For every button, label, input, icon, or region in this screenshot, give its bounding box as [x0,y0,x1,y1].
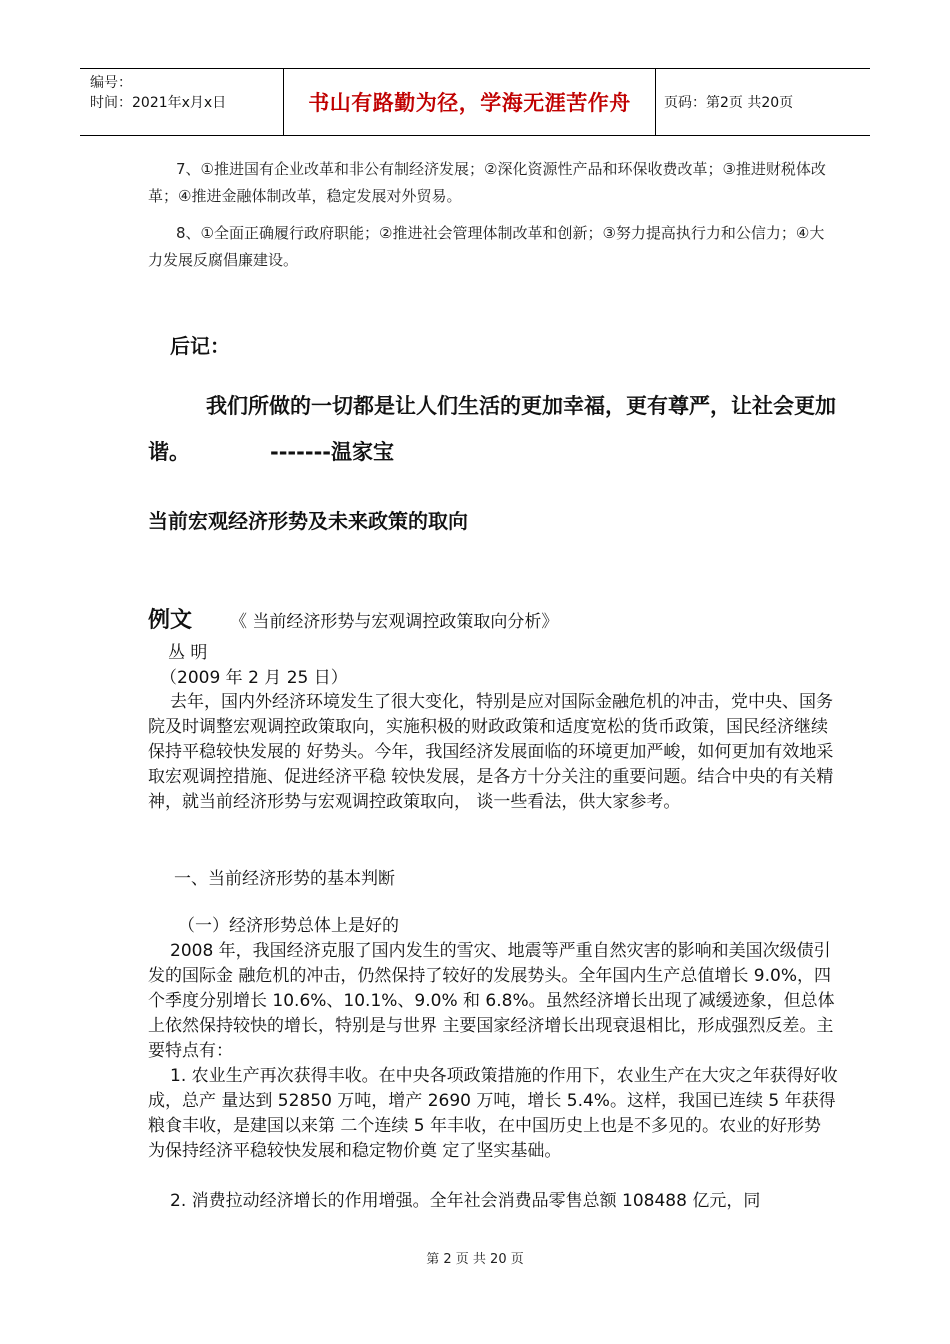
example-author: 丛 明 [168,643,208,663]
header-page-info: 页码：第2页 共20页 [664,95,794,111]
page-footer: 第 2 页 共 20 页 [426,1252,524,1267]
intro-paragraph: 去年，国内外经济环境发生了很大变化，特别是应对国际金融危机的冲击，党中央、国务院及时调整宏观调控政策取向，实施积极的财政政策和适度宽松的货币政策，国民经济继续保持平稳较快发展的 好势头。今年，我国经济发展面临的环境更加严峻，如何更加有效地采取宏观调控措施、促进经济平稳 较快发展，是各方十分关注的重要问题。结合中央的有关精神，就当前经济形势与宏观调控政策取向， 谈一些看法，供大家参考。 [148,692,834,812]
heading-1: 一、当前经济形势的基本判断 [174,869,395,889]
header-table [80,68,870,136]
item-8: 8、①全面正确履行政府职能；②推进社会管理体制改革和创新；③努力提高执行力和公信力；④大力发展反腐倡廉建设。 [148,224,825,269]
example-heading [148,603,838,634]
header-meta [80,69,284,135]
section-title: 当前宏观经济形势及未来政策的取向 [148,509,468,533]
example-label: 例文 [148,608,193,633]
quote-text: 我们所做的一切都是让人们生活的更加幸福，更有尊严，让社会更加谐。 [148,394,836,464]
item-7: 7、①推进国有企业改革和非公有制经济发展；②深化资源性产品和环保收费改革；③推进财税体改革；④推进金融体制改革，稳定发展对外贸易。 [148,160,826,205]
example-title: 《 当前经济形势与宏观调控政策取向分析》 [230,612,559,632]
example-date: （2009 年 2 月 25 日） [160,668,348,688]
postscript-title: 后记： [170,334,230,358]
time-label: 时间：2021年x月x日 [90,95,227,111]
header-motto: 书山有路勤为径，学海无涯苦作舟 [284,69,656,135]
heading-1-1: （一）经济形势总体上是好的 [178,916,399,936]
paragraph-2008: 2008 年，我国经济克服了国内发生的雪灾、地震等严重自然灾害的影响和美国次级债引发的国际金 融危机的冲击，仍然保持了较好的发展势头。全年国内生产总值增长 9.0%，四个季度分别增长 10.6%、10.1%、9.0% 和 6.8%。虽然经济增长出现了减缓迹象，但总体上依然保持较快的增长，特别是与世界 主要国家经济增长出现衰退相比，形成强烈反差。主要特点有： [148,941,835,1061]
postscript-quote [148,383,838,475]
point-1: 1. 农业生产再次获得丰收。在中央各项政策措施的作用下，农业生产在大灾之年获得好收成，总产 量达到 52850 万吨，增产 2690 万吨，增长 5.4%。这样，我国已连续 5 年获得粮食丰收，是建国以来第 二个连续 5 年丰收，在中国历史上也是不多见的。农业的好形势为保持经济平稳较快发展和稳定物价奠 定了坚实基础。 [148,1066,838,1161]
number-label: 编号： [90,75,132,91]
quote-attribution: -------温家宝 [270,440,395,464]
point-2: 2. 消费拉动经济增长的作用增强。全年社会消费品零售总额 108488 亿元，同 [170,1191,761,1211]
